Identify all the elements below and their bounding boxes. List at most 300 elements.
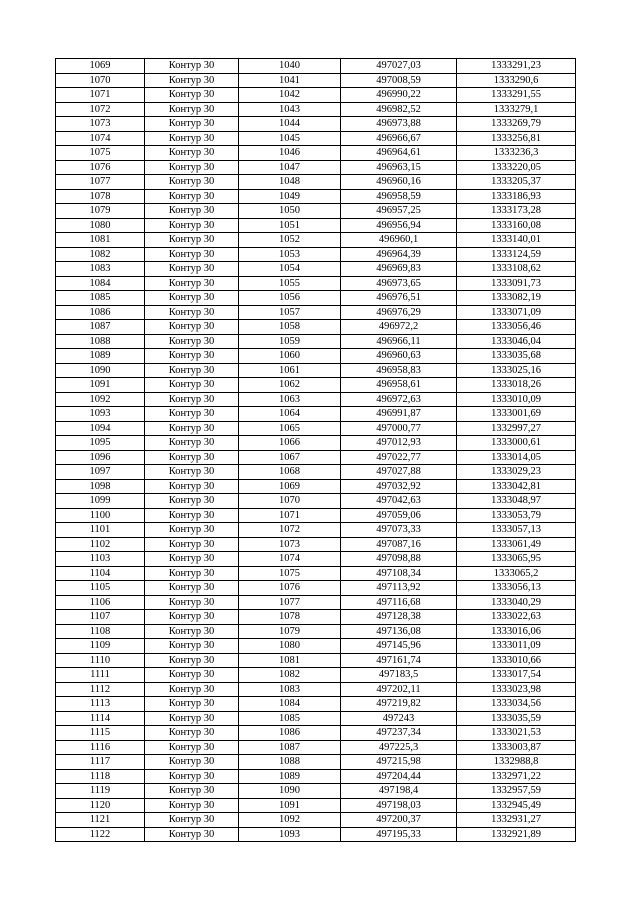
contour-name-cell: Контур 30: [145, 784, 239, 799]
contour-name-cell: Контур 30: [145, 755, 239, 770]
x-coordinate-cell: 496972,2: [341, 320, 457, 335]
y-coordinate-cell: 1333290,6: [457, 73, 576, 88]
row-number-cell: 1083: [56, 262, 145, 277]
x-coordinate-cell: 497059,06: [341, 508, 457, 523]
row-number-cell: 1095: [56, 436, 145, 451]
table-row: [56, 798, 576, 813]
point-number-cell: 1049: [239, 189, 341, 204]
row-number-cell: 1122: [56, 827, 145, 842]
point-number-cell: 1088: [239, 755, 341, 770]
point-number-cell: 1067: [239, 450, 341, 465]
y-coordinate-cell: 1333022,63: [457, 610, 576, 625]
table-row: [56, 88, 576, 103]
contour-name-cell: Контур 30: [145, 349, 239, 364]
y-coordinate-cell: 1333035,68: [457, 349, 576, 364]
row-number-cell: 1115: [56, 726, 145, 741]
x-coordinate-cell: 496960,16: [341, 175, 457, 190]
point-number-cell: 1085: [239, 711, 341, 726]
table-row: [56, 566, 576, 581]
row-number-cell: 1119: [56, 784, 145, 799]
contour-name-cell: Контур 30: [145, 189, 239, 204]
contour-name-cell: Контур 30: [145, 392, 239, 407]
contour-name-cell: Контур 30: [145, 146, 239, 161]
contour-name-cell: Контур 30: [145, 320, 239, 335]
table-row: [56, 784, 576, 799]
row-number-cell: 1088: [56, 334, 145, 349]
point-number-cell: 1053: [239, 247, 341, 262]
table-row: [56, 552, 576, 567]
table-row: [56, 175, 576, 190]
row-number-cell: 1108: [56, 624, 145, 639]
point-number-cell: 1076: [239, 581, 341, 596]
point-number-cell: 1074: [239, 552, 341, 567]
row-number-cell: 1111: [56, 668, 145, 683]
row-number-cell: 1114: [56, 711, 145, 726]
row-number-cell: 1080: [56, 218, 145, 233]
point-number-cell: 1061: [239, 363, 341, 378]
x-coordinate-cell: 497204,44: [341, 769, 457, 784]
row-number-cell: 1087: [56, 320, 145, 335]
table-row: [56, 581, 576, 596]
y-coordinate-cell: 1333016,06: [457, 624, 576, 639]
row-number-cell: 1084: [56, 276, 145, 291]
row-number-cell: 1092: [56, 392, 145, 407]
table-row: [56, 334, 576, 349]
y-coordinate-cell: 1333011,09: [457, 639, 576, 654]
point-number-cell: 1087: [239, 740, 341, 755]
y-coordinate-cell: 1333034,56: [457, 697, 576, 712]
row-number-cell: 1101: [56, 523, 145, 538]
x-coordinate-cell: 497116,68: [341, 595, 457, 610]
x-coordinate-cell: 496957,25: [341, 204, 457, 219]
y-coordinate-cell: 1333057,13: [457, 523, 576, 538]
contour-name-cell: Контур 30: [145, 465, 239, 480]
x-coordinate-cell: 496966,11: [341, 334, 457, 349]
y-coordinate-cell: 1333269,79: [457, 117, 576, 132]
point-number-cell: 1055: [239, 276, 341, 291]
row-number-cell: 1103: [56, 552, 145, 567]
y-coordinate-cell: 1333053,79: [457, 508, 576, 523]
row-number-cell: 1090: [56, 363, 145, 378]
x-coordinate-cell: 497198,4: [341, 784, 457, 799]
point-number-cell: 1075: [239, 566, 341, 581]
x-coordinate-cell: 497225,3: [341, 740, 457, 755]
x-coordinate-cell: 496960,1: [341, 233, 457, 248]
x-coordinate-cell: 496958,61: [341, 378, 457, 393]
row-number-cell: 1094: [56, 421, 145, 436]
y-coordinate-cell: 1333173,28: [457, 204, 576, 219]
x-coordinate-cell: 497027,03: [341, 59, 457, 74]
point-number-cell: 1062: [239, 378, 341, 393]
x-coordinate-cell: 497042,63: [341, 494, 457, 509]
contour-name-cell: Контур 30: [145, 218, 239, 233]
row-number-cell: 1072: [56, 102, 145, 117]
y-coordinate-cell: 1333029,23: [457, 465, 576, 480]
contour-name-cell: Контур 30: [145, 537, 239, 552]
row-number-cell: 1117: [56, 755, 145, 770]
contour-name-cell: Контур 30: [145, 711, 239, 726]
table-row: [56, 262, 576, 277]
row-number-cell: 1099: [56, 494, 145, 509]
table-row: [56, 479, 576, 494]
contour-name-cell: Контур 30: [145, 595, 239, 610]
contour-name-cell: Контур 30: [145, 624, 239, 639]
point-number-cell: 1050: [239, 204, 341, 219]
table-row: [56, 407, 576, 422]
contour-name-cell: Контур 30: [145, 276, 239, 291]
row-number-cell: 1107: [56, 610, 145, 625]
point-number-cell: 1063: [239, 392, 341, 407]
x-coordinate-cell: 497202,11: [341, 682, 457, 697]
y-coordinate-cell: 1333071,09: [457, 305, 576, 320]
point-number-cell: 1081: [239, 653, 341, 668]
y-coordinate-cell: 1333023,98: [457, 682, 576, 697]
contour-name-cell: Контур 30: [145, 334, 239, 349]
row-number-cell: 1098: [56, 479, 145, 494]
table-row: [56, 755, 576, 770]
point-number-cell: 1072: [239, 523, 341, 538]
x-coordinate-cell: 496969,83: [341, 262, 457, 277]
y-coordinate-cell: 1332971,22: [457, 769, 576, 784]
x-coordinate-cell: 496963,15: [341, 160, 457, 175]
contour-name-cell: Контур 30: [145, 378, 239, 393]
row-number-cell: 1106: [56, 595, 145, 610]
y-coordinate-cell: 1333010,66: [457, 653, 576, 668]
row-number-cell: 1112: [56, 682, 145, 697]
y-coordinate-cell: 1333056,13: [457, 581, 576, 596]
contour-name-cell: Контур 30: [145, 523, 239, 538]
y-coordinate-cell: 1333236,3: [457, 146, 576, 161]
row-number-cell: 1109: [56, 639, 145, 654]
table-row: [56, 711, 576, 726]
contour-name-cell: Контур 30: [145, 697, 239, 712]
contour-name-cell: Контур 30: [145, 59, 239, 74]
contour-name-cell: Контур 30: [145, 247, 239, 262]
table-row: [56, 595, 576, 610]
contour-name-cell: Контур 30: [145, 305, 239, 320]
contour-name-cell: Контур 30: [145, 668, 239, 683]
y-coordinate-cell: 1333042,81: [457, 479, 576, 494]
y-coordinate-cell: 1333140,01: [457, 233, 576, 248]
table-row: [56, 392, 576, 407]
table-row: [56, 436, 576, 451]
contour-name-cell: Контур 30: [145, 653, 239, 668]
contour-name-cell: Контур 30: [145, 160, 239, 175]
y-coordinate-cell: 1333065,2: [457, 566, 576, 581]
row-number-cell: 1110: [56, 653, 145, 668]
point-number-cell: 1078: [239, 610, 341, 625]
y-coordinate-cell: 1333279,1: [457, 102, 576, 117]
y-coordinate-cell: 1333014,05: [457, 450, 576, 465]
table-row: [56, 218, 576, 233]
contour-name-cell: Контур 30: [145, 175, 239, 190]
y-coordinate-cell: 1333061,49: [457, 537, 576, 552]
contour-name-cell: Контур 30: [145, 436, 239, 451]
x-coordinate-cell: 497000,77: [341, 421, 457, 436]
x-coordinate-cell: 496964,61: [341, 146, 457, 161]
y-coordinate-cell: 1333040,29: [457, 595, 576, 610]
row-number-cell: 1074: [56, 131, 145, 146]
table-row: [56, 291, 576, 306]
point-number-cell: 1046: [239, 146, 341, 161]
y-coordinate-cell: 1333082,19: [457, 291, 576, 306]
contour-name-cell: Контур 30: [145, 102, 239, 117]
x-coordinate-cell: 496956,94: [341, 218, 457, 233]
row-number-cell: 1105: [56, 581, 145, 596]
row-number-cell: 1086: [56, 305, 145, 320]
row-number-cell: 1093: [56, 407, 145, 422]
contour-name-cell: Контур 30: [145, 88, 239, 103]
x-coordinate-cell: 497113,92: [341, 581, 457, 596]
point-number-cell: 1059: [239, 334, 341, 349]
table-row: [56, 73, 576, 88]
x-coordinate-cell: 497087,16: [341, 537, 457, 552]
row-number-cell: 1104: [56, 566, 145, 581]
table-row: [56, 494, 576, 509]
contour-name-cell: Контур 30: [145, 813, 239, 828]
y-coordinate-cell: 1333205,37: [457, 175, 576, 190]
x-coordinate-cell: 497215,98: [341, 755, 457, 770]
y-coordinate-cell: 1333056,46: [457, 320, 576, 335]
y-coordinate-cell: 1333091,73: [457, 276, 576, 291]
point-number-cell: 1051: [239, 218, 341, 233]
table-row: [56, 465, 576, 480]
row-number-cell: 1078: [56, 189, 145, 204]
point-number-cell: 1086: [239, 726, 341, 741]
row-number-cell: 1096: [56, 450, 145, 465]
table-row: [56, 378, 576, 393]
point-number-cell: 1057: [239, 305, 341, 320]
row-number-cell: 1118: [56, 769, 145, 784]
y-coordinate-cell: 1333001,69: [457, 407, 576, 422]
table-row: [56, 160, 576, 175]
table-row: [56, 131, 576, 146]
contour-name-cell: Контур 30: [145, 291, 239, 306]
row-number-cell: 1089: [56, 349, 145, 364]
row-number-cell: 1113: [56, 697, 145, 712]
row-number-cell: 1121: [56, 813, 145, 828]
row-number-cell: 1069: [56, 59, 145, 74]
table-row: [56, 726, 576, 741]
row-number-cell: 1102: [56, 537, 145, 552]
x-coordinate-cell: 497012,93: [341, 436, 457, 451]
x-coordinate-cell: 497073,33: [341, 523, 457, 538]
y-coordinate-cell: 1333291,23: [457, 59, 576, 74]
point-number-cell: 1079: [239, 624, 341, 639]
point-number-cell: 1048: [239, 175, 341, 190]
y-coordinate-cell: 1333017,54: [457, 668, 576, 683]
row-number-cell: 1077: [56, 175, 145, 190]
point-number-cell: 1093: [239, 827, 341, 842]
y-coordinate-cell: 1332988,8: [457, 755, 576, 770]
table-row: [56, 740, 576, 755]
contour-name-cell: Контур 30: [145, 479, 239, 494]
x-coordinate-cell: 497198,03: [341, 798, 457, 813]
table-row: [56, 349, 576, 364]
point-number-cell: 1052: [239, 233, 341, 248]
y-coordinate-cell: 1333003,87: [457, 740, 576, 755]
contour-name-cell: Контур 30: [145, 450, 239, 465]
contour-name-cell: Контур 30: [145, 407, 239, 422]
row-number-cell: 1097: [56, 465, 145, 480]
x-coordinate-cell: 497200,37: [341, 813, 457, 828]
x-coordinate-cell: 496973,88: [341, 117, 457, 132]
contour-name-cell: Контур 30: [145, 566, 239, 581]
contour-name-cell: Контур 30: [145, 682, 239, 697]
x-coordinate-cell: 496958,59: [341, 189, 457, 204]
x-coordinate-cell: 497108,34: [341, 566, 457, 581]
contour-name-cell: Контур 30: [145, 421, 239, 436]
table-row: [56, 102, 576, 117]
x-coordinate-cell: 496972,63: [341, 392, 457, 407]
point-number-cell: 1091: [239, 798, 341, 813]
x-coordinate-cell: 497183,5: [341, 668, 457, 683]
x-coordinate-cell: 496960,63: [341, 349, 457, 364]
point-number-cell: 1089: [239, 769, 341, 784]
x-coordinate-cell: 496973,65: [341, 276, 457, 291]
y-coordinate-cell: 1333220,05: [457, 160, 576, 175]
contour-name-cell: Контур 30: [145, 639, 239, 654]
point-number-cell: 1090: [239, 784, 341, 799]
table-row: [56, 276, 576, 291]
point-number-cell: 1082: [239, 668, 341, 683]
table-row: [56, 117, 576, 132]
y-coordinate-cell: 1333291,55: [457, 88, 576, 103]
x-coordinate-cell: 497027,88: [341, 465, 457, 480]
table-row: [56, 233, 576, 248]
contour-name-cell: Контур 30: [145, 581, 239, 596]
x-coordinate-cell: 497008,59: [341, 73, 457, 88]
row-number-cell: 1070: [56, 73, 145, 88]
table-row: [56, 450, 576, 465]
row-number-cell: 1073: [56, 117, 145, 132]
point-number-cell: 1065: [239, 421, 341, 436]
row-number-cell: 1091: [56, 378, 145, 393]
table-row: [56, 639, 576, 654]
x-coordinate-cell: 497098,88: [341, 552, 457, 567]
y-coordinate-cell: 1332945,49: [457, 798, 576, 813]
contour-name-cell: Контур 30: [145, 262, 239, 277]
x-coordinate-cell: 497237,34: [341, 726, 457, 741]
table-row: [56, 769, 576, 784]
x-coordinate-cell: 497145,96: [341, 639, 457, 654]
point-number-cell: 1042: [239, 88, 341, 103]
y-coordinate-cell: 1332957,59: [457, 784, 576, 799]
y-coordinate-cell: 1333160,08: [457, 218, 576, 233]
table-row: [56, 610, 576, 625]
x-coordinate-cell: 496976,29: [341, 305, 457, 320]
y-coordinate-cell: 1333021,53: [457, 726, 576, 741]
y-coordinate-cell: 1332921,89: [457, 827, 576, 842]
y-coordinate-cell: 1333186,93: [457, 189, 576, 204]
row-number-cell: 1082: [56, 247, 145, 262]
table-row: [56, 247, 576, 262]
x-coordinate-cell: 496991,87: [341, 407, 457, 422]
row-number-cell: 1116: [56, 740, 145, 755]
x-coordinate-cell: 497022,77: [341, 450, 457, 465]
contour-name-cell: Контур 30: [145, 73, 239, 88]
y-coordinate-cell: 1333048,97: [457, 494, 576, 509]
y-coordinate-cell: 1333065,95: [457, 552, 576, 567]
contour-name-cell: Контур 30: [145, 204, 239, 219]
contour-name-cell: Контур 30: [145, 827, 239, 842]
x-coordinate-cell: 496958,83: [341, 363, 457, 378]
table-row: [56, 668, 576, 683]
table-row: [56, 653, 576, 668]
contour-name-cell: Контур 30: [145, 740, 239, 755]
x-coordinate-cell: 496964,39: [341, 247, 457, 262]
coordinates-table-body: [56, 59, 576, 842]
contour-name-cell: Контур 30: [145, 117, 239, 132]
x-coordinate-cell: 497136,08: [341, 624, 457, 639]
point-number-cell: 1084: [239, 697, 341, 712]
point-number-cell: 1054: [239, 262, 341, 277]
y-coordinate-cell: 1333108,62: [457, 262, 576, 277]
table-row: [56, 363, 576, 378]
coordinates-table: [55, 58, 576, 842]
x-coordinate-cell: 496982,52: [341, 102, 457, 117]
point-number-cell: 1073: [239, 537, 341, 552]
point-number-cell: 1071: [239, 508, 341, 523]
point-number-cell: 1047: [239, 160, 341, 175]
x-coordinate-cell: 497128,38: [341, 610, 457, 625]
contour-name-cell: Контур 30: [145, 233, 239, 248]
x-coordinate-cell: 497219,82: [341, 697, 457, 712]
table-row: [56, 189, 576, 204]
point-number-cell: 1077: [239, 595, 341, 610]
y-coordinate-cell: 1333025,16: [457, 363, 576, 378]
row-number-cell: 1100: [56, 508, 145, 523]
table-row: [56, 697, 576, 712]
x-coordinate-cell: 496966,67: [341, 131, 457, 146]
x-coordinate-cell: 497195,33: [341, 827, 457, 842]
y-coordinate-cell: 1333018,26: [457, 378, 576, 393]
point-number-cell: 1060: [239, 349, 341, 364]
row-number-cell: 1120: [56, 798, 145, 813]
y-coordinate-cell: 1333000,61: [457, 436, 576, 451]
table-row: [56, 537, 576, 552]
y-coordinate-cell: 1333124,59: [457, 247, 576, 262]
row-number-cell: 1081: [56, 233, 145, 248]
point-number-cell: 1070: [239, 494, 341, 509]
row-number-cell: 1079: [56, 204, 145, 219]
point-number-cell: 1045: [239, 131, 341, 146]
row-number-cell: 1076: [56, 160, 145, 175]
point-number-cell: 1068: [239, 465, 341, 480]
row-number-cell: 1075: [56, 146, 145, 161]
x-coordinate-cell: 497032,92: [341, 479, 457, 494]
y-coordinate-cell: 1333046,04: [457, 334, 576, 349]
row-number-cell: 1071: [56, 88, 145, 103]
table-row: [56, 421, 576, 436]
point-number-cell: 1044: [239, 117, 341, 132]
contour-name-cell: Контур 30: [145, 610, 239, 625]
row-number-cell: 1085: [56, 291, 145, 306]
contour-name-cell: Контур 30: [145, 494, 239, 509]
x-coordinate-cell: 496990,22: [341, 88, 457, 103]
point-number-cell: 1058: [239, 320, 341, 335]
point-number-cell: 1083: [239, 682, 341, 697]
table-row: [56, 827, 576, 842]
table-row: [56, 624, 576, 639]
contour-name-cell: Контур 30: [145, 798, 239, 813]
point-number-cell: 1041: [239, 73, 341, 88]
point-number-cell: 1043: [239, 102, 341, 117]
contour-name-cell: Контур 30: [145, 726, 239, 741]
point-number-cell: 1040: [239, 59, 341, 74]
table-row: [56, 508, 576, 523]
y-coordinate-cell: 1332997,27: [457, 421, 576, 436]
